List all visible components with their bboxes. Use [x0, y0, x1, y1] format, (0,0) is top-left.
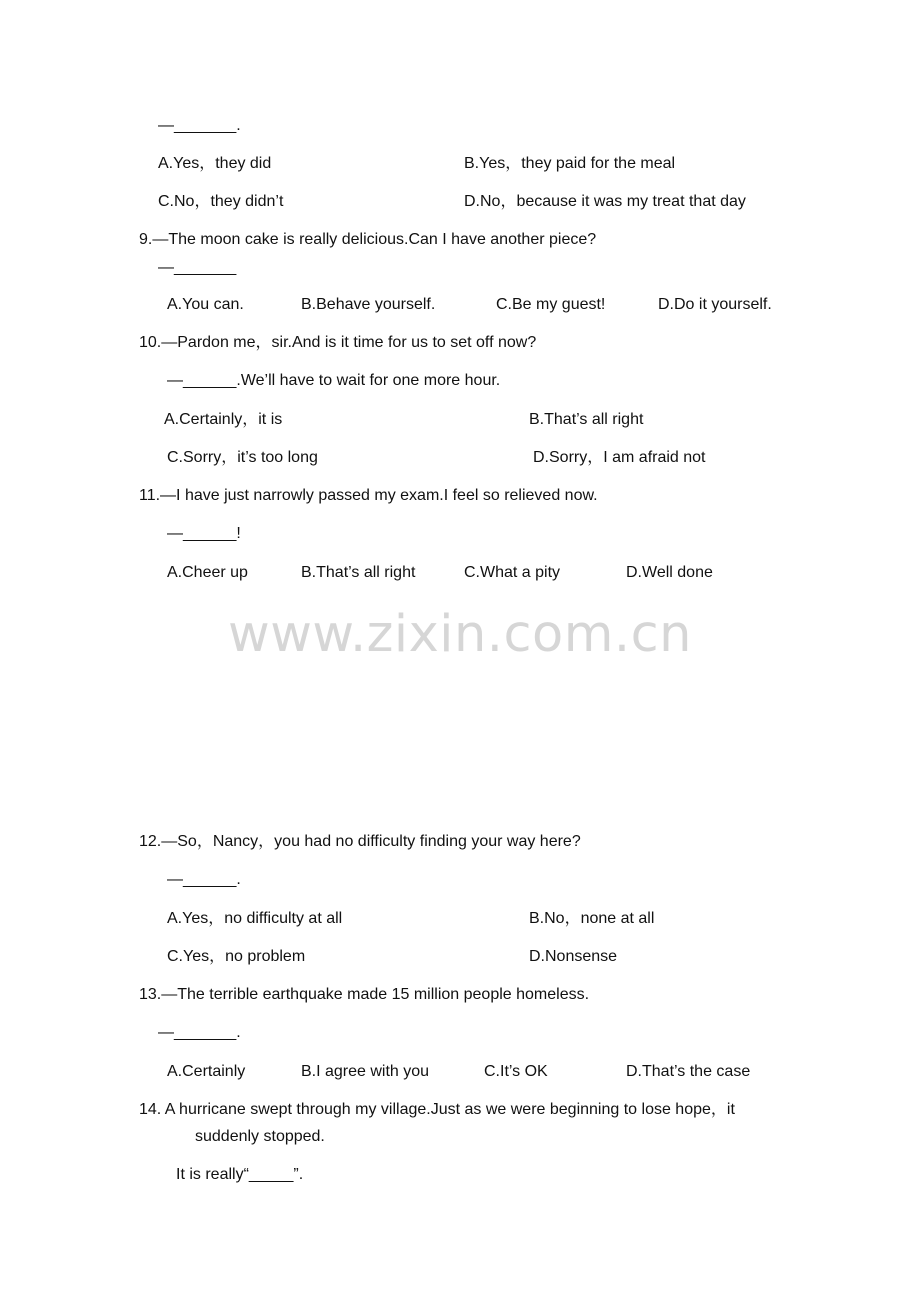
q10-answer-blank: —______.We’ll have to wait for one more hour. [167, 372, 501, 389]
q9-question: 9.—The moon cake is really delicious.Can I have another piece? [139, 231, 597, 248]
q8-option-b: B.Yes，they paid for the meal [464, 155, 676, 172]
q9-option-d: D.Do it yourself. [658, 296, 772, 313]
q9-option-b: B.Behave yourself. [301, 296, 436, 313]
q10-question: 10.—Pardon me，sir.And is it time for us to set off now? [139, 334, 537, 351]
q12-option-c: C.Yes，no problem [167, 948, 306, 965]
q8-option-c: C.No，they didn’t [158, 193, 284, 210]
q11-option-d: D.Well done [626, 564, 713, 581]
q11-answer-blank: —______! [167, 525, 241, 542]
q8-option-a: A.Yes，they did [158, 155, 272, 172]
q10-option-a: A.Certainly，it is [164, 411, 283, 428]
q11-option-b: B.That’s all right [301, 564, 416, 581]
q12-answer-blank: —______. [167, 871, 241, 888]
q12-option-b: B.No，none at all [529, 910, 655, 927]
q10-option-c: C.Sorry，it’s too long [167, 449, 318, 466]
q13-option-b: B.I agree with you [301, 1063, 430, 1080]
q13-option-c: C.It’s OK [484, 1063, 548, 1080]
q14-question-line1: 14. A hurricane swept through my village.Just as we were beginning to lose hope，it [139, 1101, 735, 1118]
q12-option-d: D.Nonsense [529, 948, 618, 965]
q8-answer-blank: —_______. [158, 117, 241, 134]
q11-question: 11.—I have just narrowly passed my exam.I feel so relieved now. [139, 487, 598, 504]
q14-question-line2: suddenly stopped. [195, 1128, 325, 1145]
q8-option-d: D.No，because it was my treat that day [464, 193, 746, 210]
q13-option-a: A.Certainly [167, 1063, 246, 1080]
q12-question: 12.—So，Nancy，you had no difficulty finding your way here? [139, 833, 581, 850]
q9-option-c: C.Be my guest! [496, 296, 606, 313]
q11-option-a: A.Cheer up [167, 564, 248, 581]
watermark: www.zixin.com.cn [228, 605, 692, 664]
q9-answer-blank: —_______ [158, 259, 237, 276]
q13-answer-blank: —_______. [158, 1024, 241, 1041]
q10-option-b: B.That’s all right [529, 411, 644, 428]
q11-option-c: C.What a pity [464, 564, 561, 581]
q10-option-d: D.Sorry，I am afraid not [533, 449, 706, 466]
q14-answer-blank: It is really“_____”. [176, 1166, 304, 1183]
q13-question: 13.—The terrible earthquake made 15 million people homeless. [139, 986, 590, 1003]
q13-option-d: D.That’s the case [626, 1063, 751, 1080]
q9-option-a: A.You can. [167, 296, 244, 313]
q12-option-a: A.Yes，no difficulty at all [167, 910, 343, 927]
